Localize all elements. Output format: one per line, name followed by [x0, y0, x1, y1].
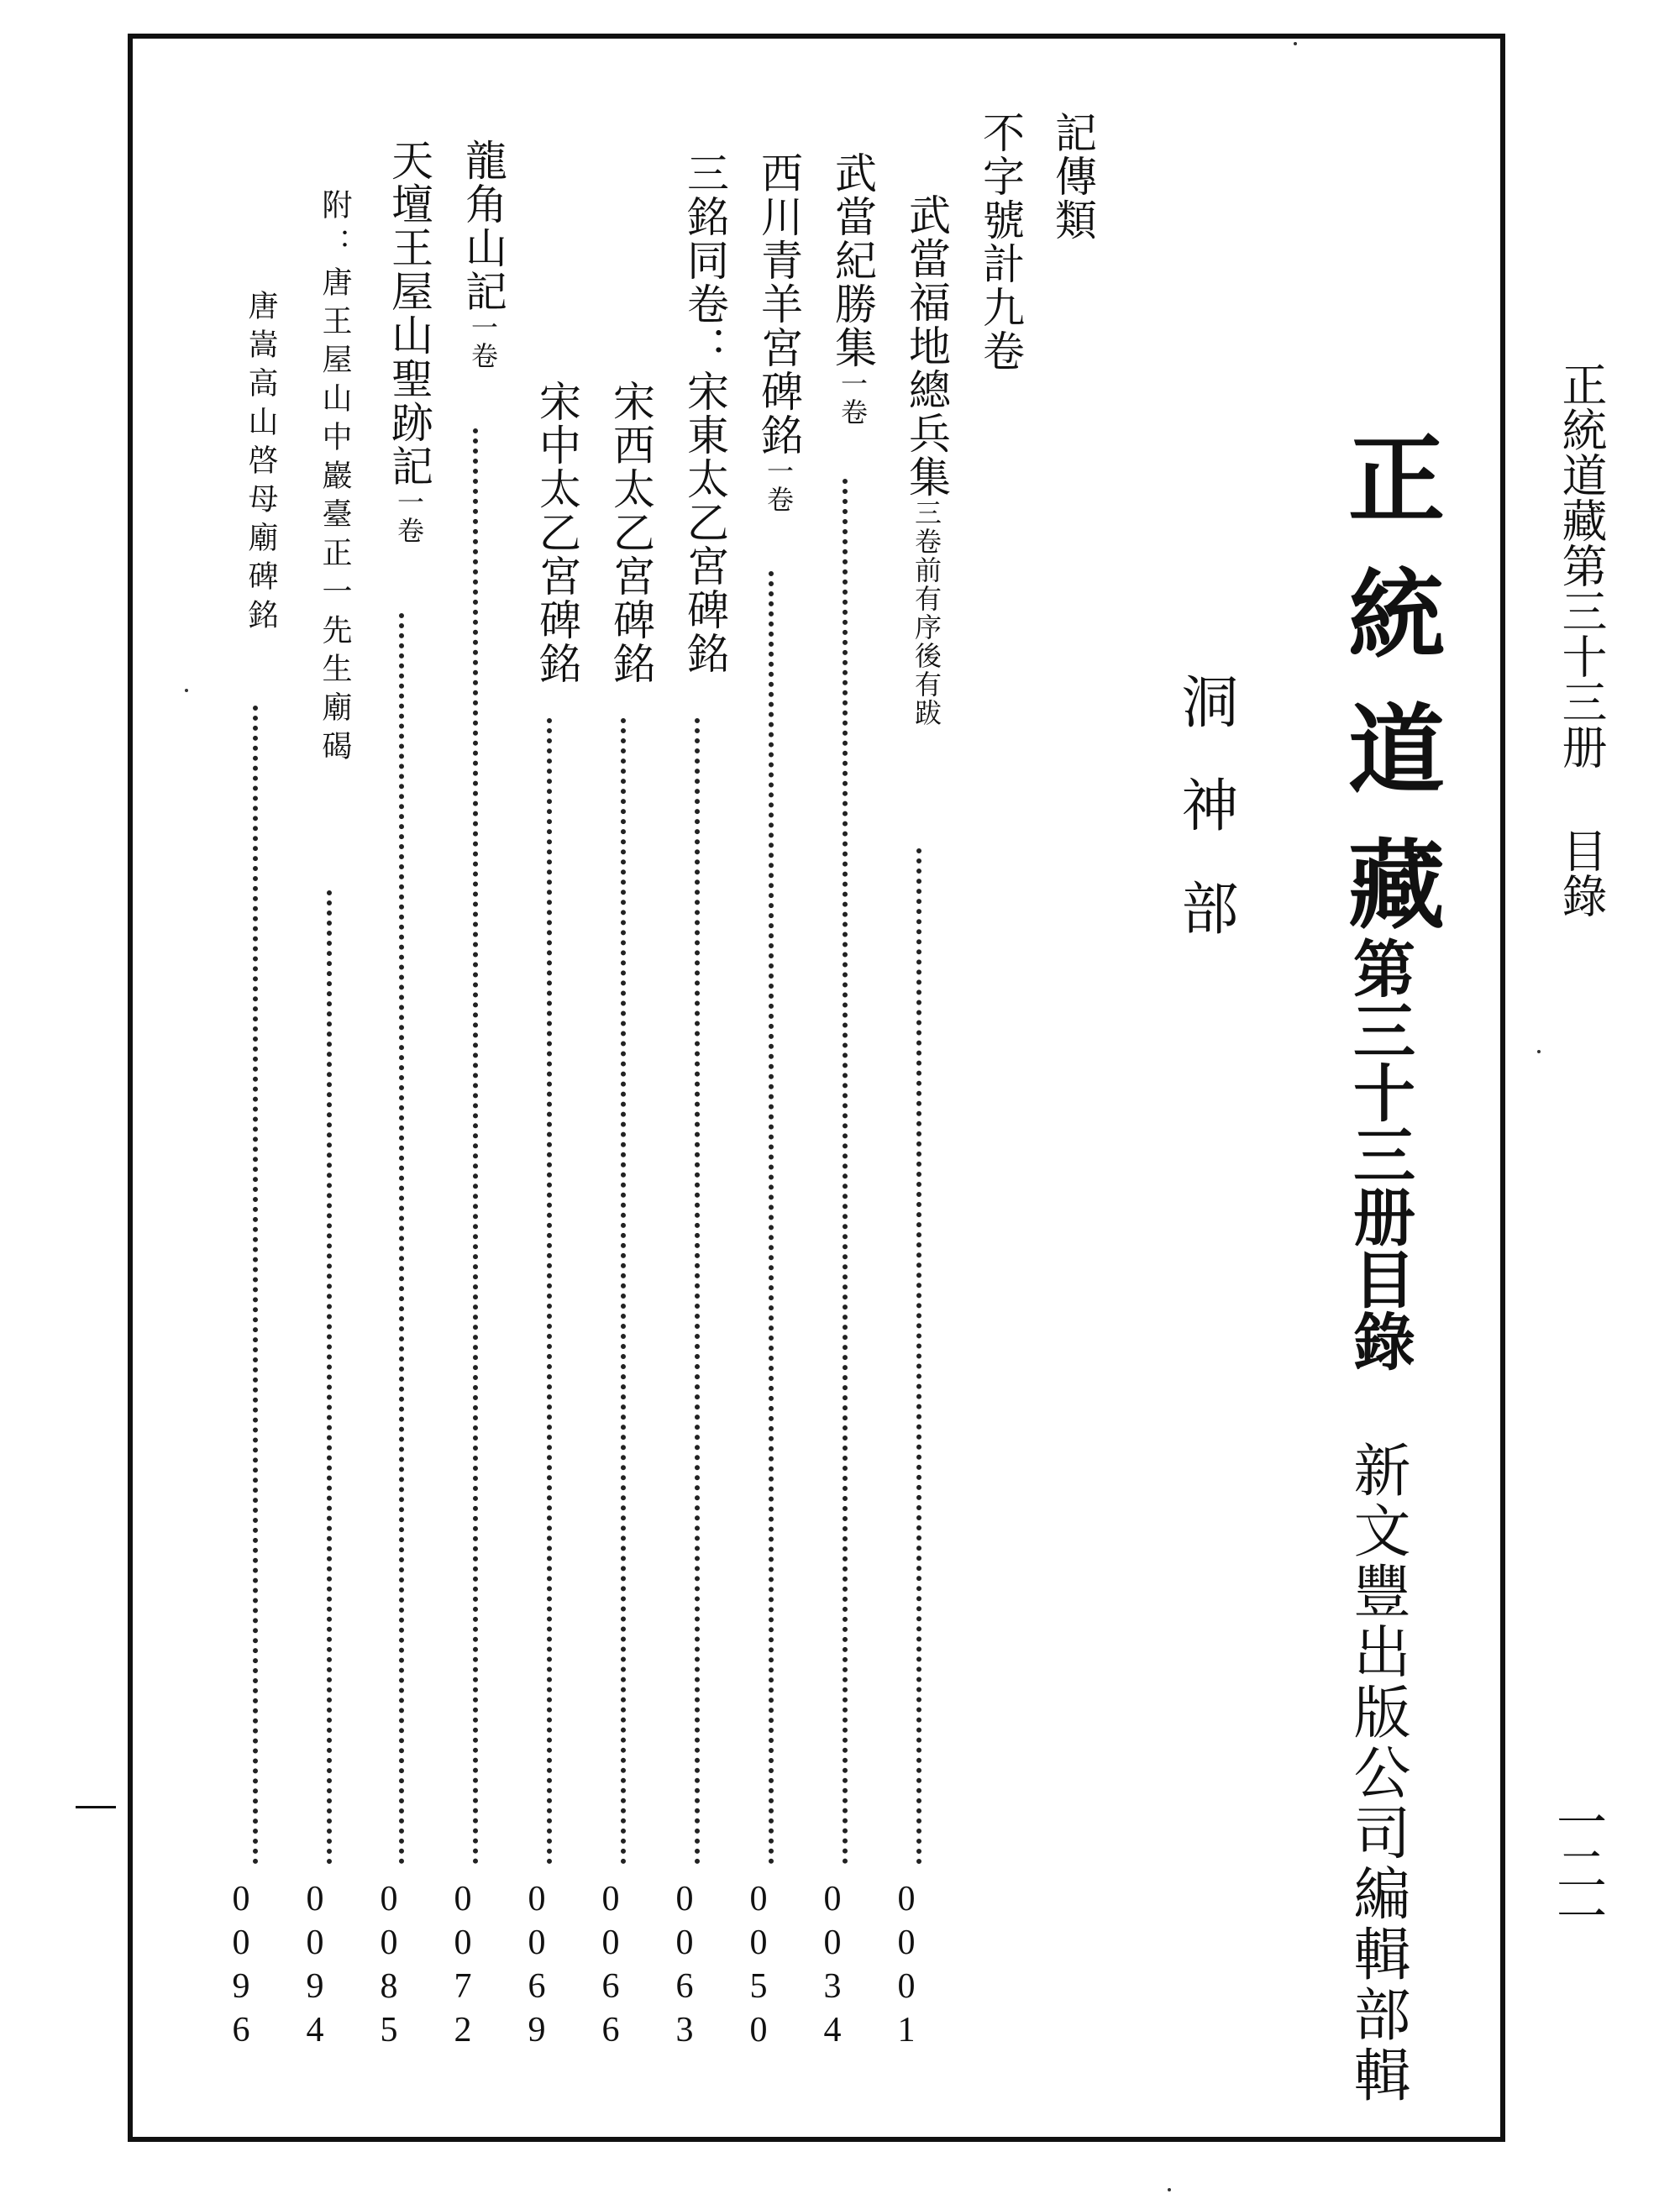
entry-page-number: 0066 [591, 1880, 630, 2055]
entry-title: 西川青羊宮碑銘 [754, 151, 803, 457]
scan-speck [185, 689, 188, 692]
dot-leader [769, 571, 774, 1865]
dot-leader [253, 706, 258, 1865]
entry-note: 一卷 [467, 313, 499, 370]
toc-entry[interactable] [606, 380, 655, 685]
volume-subtitle: 第三十三册目錄 [1343, 937, 1415, 1372]
entry-title: 天壇王屋山聖跡記 [385, 139, 433, 488]
category-heading: 記傳類 [1048, 111, 1097, 242]
entry-page-number: 0050 [739, 1880, 778, 2055]
toc-entry[interactable] [902, 193, 951, 727]
entry-page-number: 0072 [444, 1880, 482, 2055]
entry-note: 三卷前有序後有跋 [911, 499, 942, 727]
entry-page-number: 0096 [222, 1880, 260, 2055]
dot-leader [621, 718, 626, 1865]
entry-page-number: 0069 [517, 1880, 556, 2055]
toc-entry[interactable] [245, 290, 276, 638]
scan-speck [1294, 42, 1297, 45]
scan-speck [1168, 2188, 1171, 2191]
scan-speck [1537, 1050, 1541, 1053]
dot-leader [327, 890, 332, 1865]
section-heading: 洞神部 [1172, 672, 1238, 982]
entry-title: 武當福地總兵集 [902, 193, 951, 499]
toc-entry[interactable] [680, 151, 729, 675]
toc-entry[interactable] [533, 380, 581, 685]
toc-entry[interactable] [459, 139, 507, 370]
left-margin-mark [76, 1806, 116, 1808]
running-header-volume: 正統道藏第三十三册 [1555, 361, 1608, 769]
entry-page-number: 0063 [665, 1880, 704, 2055]
publisher-credit: 新文豐出版公司編輯部輯 [1344, 1441, 1410, 2106]
category-count: 不字號計九卷 [976, 111, 1025, 373]
running-header-toc: 目錄 [1555, 827, 1608, 918]
toc-entry[interactable] [828, 151, 877, 427]
book-title: 正統道藏 [1331, 428, 1445, 969]
entry-title: 宋西太乙宮碑銘 [606, 380, 655, 685]
entry-title: 武當紀勝集 [828, 151, 877, 370]
entry-page-number: 0094 [296, 1880, 334, 2055]
dot-leader [399, 613, 404, 1865]
entry-title: 龍角山記 [459, 139, 507, 313]
dot-leader [547, 718, 552, 1865]
dot-leader [695, 718, 700, 1865]
toc-entry[interactable] [385, 139, 433, 545]
entry-title: 宋中太乙宮碑銘 [533, 380, 581, 685]
entry-note: 一卷 [763, 457, 795, 514]
toc-entry[interactable] [754, 151, 803, 514]
entry-page-number: 0085 [370, 1880, 408, 2055]
dot-leader [473, 428, 478, 1865]
entry-title: 附：唐王屋山中巖臺正一先生廟碣 [318, 189, 352, 769]
page-number: 一二一 [1548, 1796, 1607, 1937]
entry-page-number: 0034 [813, 1880, 852, 2055]
entry-title: 三銘同卷：宋東太乙宮碑銘 [680, 151, 729, 675]
entry-title: 唐嵩高山啓母廟碑銘 [244, 290, 278, 638]
toc-entry-appendix[interactable] [318, 189, 352, 769]
dot-leader [916, 848, 921, 1865]
entry-page-number: 0001 [887, 1880, 926, 2055]
entry-note: 一卷 [393, 488, 425, 545]
entry-note: 一卷 [837, 370, 869, 427]
dot-leader [843, 479, 848, 1865]
